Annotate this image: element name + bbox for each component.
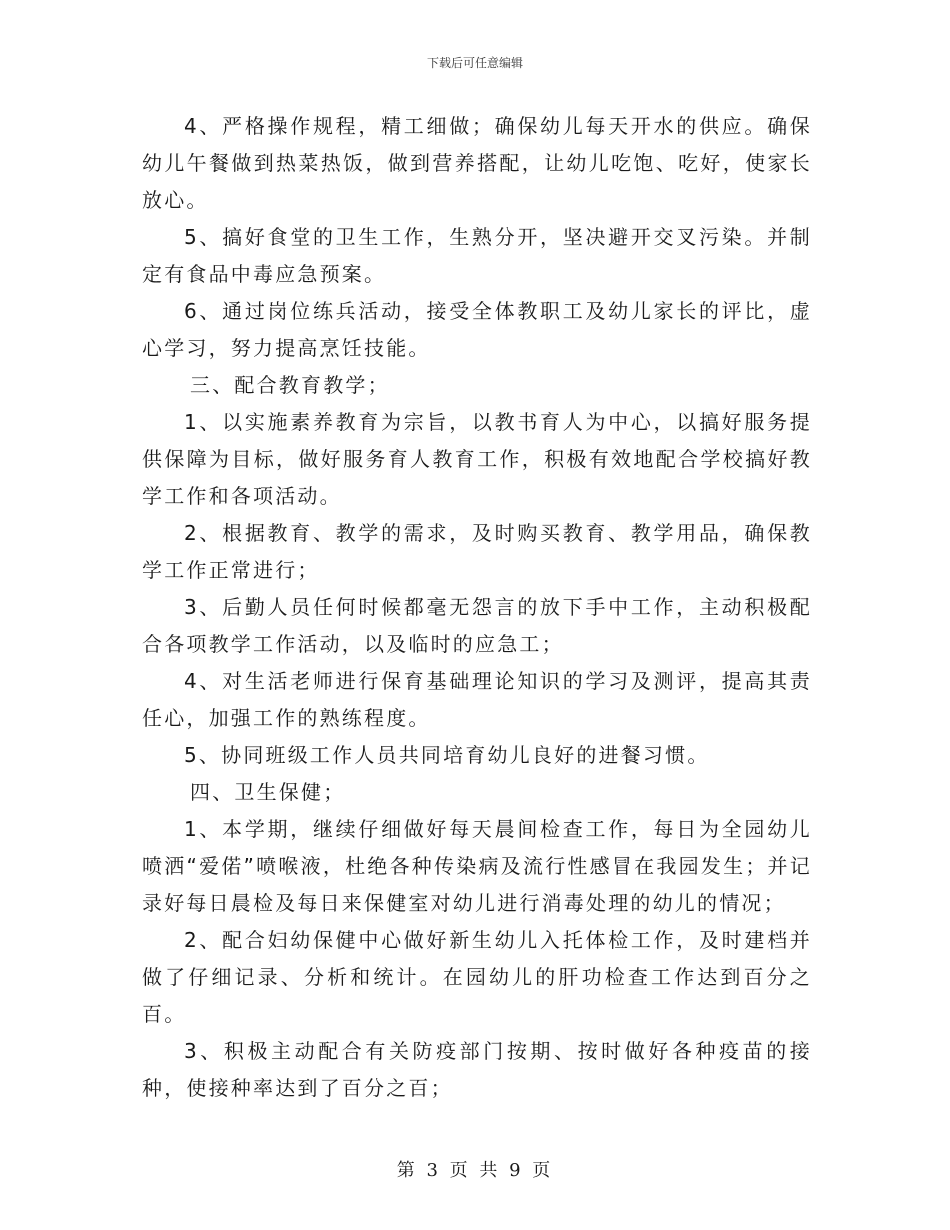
page-number-footer: 第 3 页 共 9 页 — [396, 1160, 554, 1181]
paragraph: 5、协同班级工作人员共同培育幼儿良好的进餐习惯。 — [184, 743, 710, 767]
document-body — [142, 108, 812, 1107]
section-heading: 四、卫生保健； — [190, 780, 346, 804]
paragraph: 3、后勤人员任何时候都毫无怨言的放下手中工作，主动积极配合各项教学工作活动，以及临时的应急工； — [142, 595, 812, 656]
section-heading: 三、配合教育教学； — [190, 373, 390, 397]
paragraph: 3、积极主动配合有关防疫部门按期、按时做好各种疫苗的接种，使接种率达到了百分之百； — [142, 1039, 812, 1100]
page-header: 下载后可任意编辑 — [426, 56, 523, 70]
paragraph: 2、根据教育、教学的需求，及时购买教育、教学用品，确保教学工作正常进行； — [142, 521, 812, 582]
paragraph: 1、本学期，继续仔细做好每天晨间检查工作，每日为全园幼儿喷洒“爱偌”喷喉液，杜绝各种传染病及流行性感冒在我园发生；并记录好每日晨检及每日来保健室对幼儿进行消毒处理的幼儿的情况； — [142, 817, 812, 915]
paragraph: 5、搞好食堂的卫生工作，生熟分开，坚决避开交叉污染。并制定有食品中毒应急预案。 — [142, 225, 812, 286]
paragraph: 2、配合妇幼保健中心做好新生幼儿入托体检工作，及时建档并做了仔细记录、分析和统计。在园幼儿的肝功检查工作达到百分之百。 — [142, 928, 812, 1026]
paragraph: 1、以实施素养教育为宗旨，以教书育人为中心，以搞好服务提供保障为目标，做好服务育人教育工作，积极有效地配合学校搞好教学工作和各项活动。 — [142, 410, 812, 508]
paragraph: 4、对生活老师进行保育基础理论知识的学习及测评，提高其责任心，加强工作的熟练程度。 — [142, 669, 812, 730]
paragraph: 4、严格操作规程，精工细做；确保幼儿每天开水的供应。确保幼儿午餐做到热菜热饭，做到营养搭配，让幼儿吃饱、吃好，使家长放心。 — [142, 114, 812, 212]
paragraph: 6、通过岗位练兵活动，接受全体教职工及幼儿家长的评比，虚心学习，努力提高烹饪技能。 — [142, 299, 812, 360]
